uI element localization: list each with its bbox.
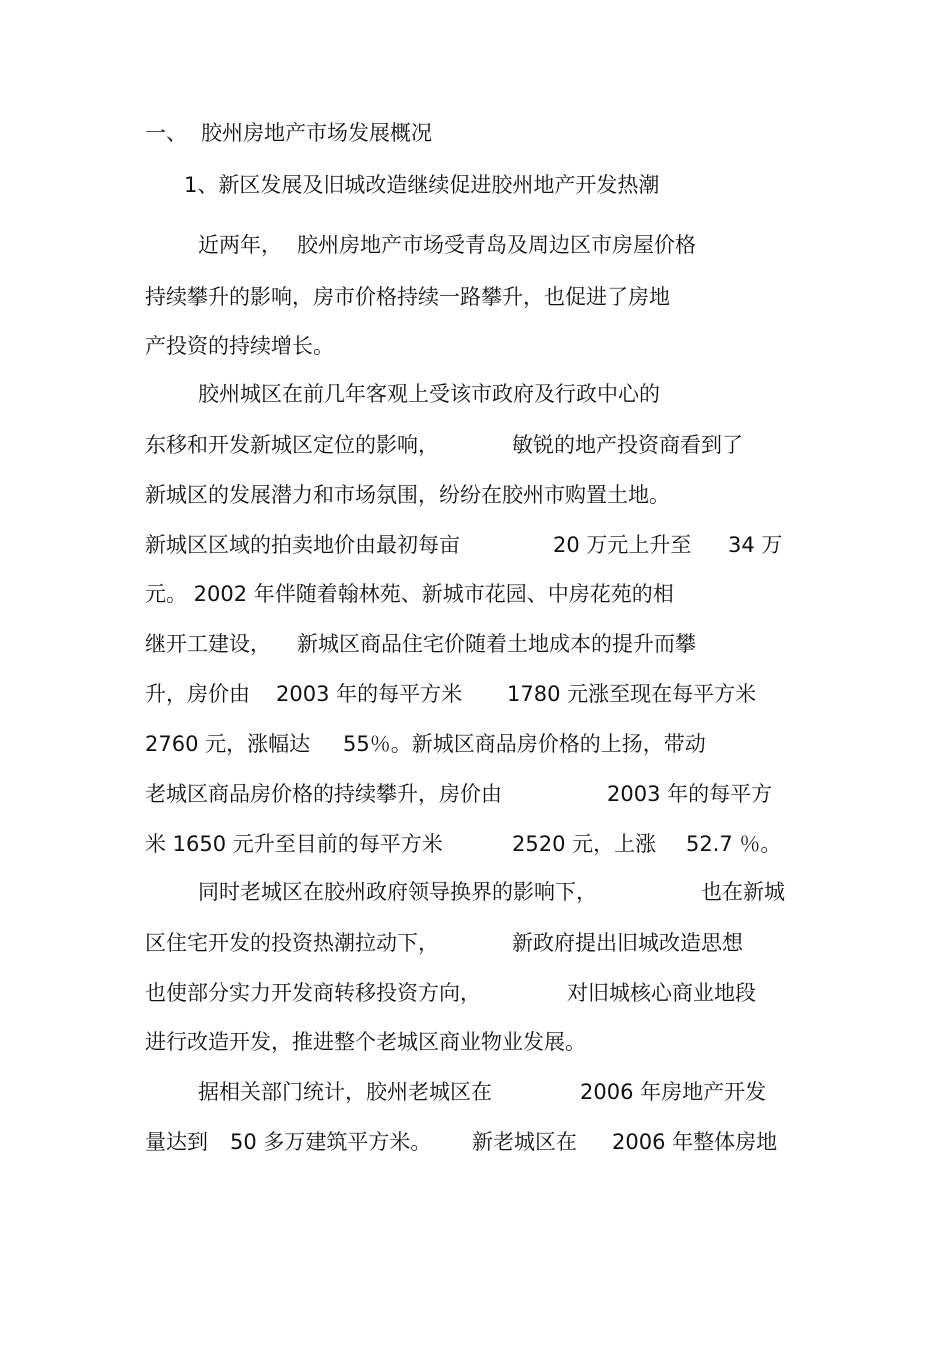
text-segment: 50 多万建筑平方米。 xyxy=(230,1130,432,1154)
paragraph-line xyxy=(0,230,696,260)
subsection-title: 1、新区发展及旧城改造继续促进胶州地产开发热潮 xyxy=(184,173,660,197)
paragraph-line xyxy=(0,779,773,809)
text-segment: 2003 年的每平方米 xyxy=(276,682,463,706)
text-segment: 新城区的发展潜力和市场氛围，纷纷在胶州市购置土地。 xyxy=(145,483,670,507)
paragraph-line xyxy=(0,629,696,659)
paragraph-line xyxy=(0,1077,767,1107)
paragraph-line xyxy=(0,480,670,510)
paragraph-line xyxy=(0,877,785,907)
paragraph-line xyxy=(0,331,334,361)
paragraph-line xyxy=(0,430,743,460)
text-segment: 2760 元，涨幅达 xyxy=(145,732,311,756)
text-segment: 胶州房地产市场受青岛及周边区市房屋价格 xyxy=(297,233,696,257)
paragraph-line xyxy=(0,282,670,312)
text-segment: 近两年， xyxy=(198,233,282,257)
section-number: 一、 xyxy=(145,121,187,145)
text-segment: 同时老城区在胶州政府领导换界的影响下， xyxy=(198,880,597,904)
text-segment: 升，房价由 xyxy=(145,682,250,706)
paragraph-line xyxy=(0,1127,778,1157)
paragraph-line xyxy=(0,829,782,859)
text-segment: 2520 元，上涨 xyxy=(512,832,657,856)
paragraph-line xyxy=(0,928,743,958)
text-segment: 也在新城 xyxy=(701,880,785,904)
paragraph-line xyxy=(0,1027,586,1057)
text-segment: 2006 年房地产开发 xyxy=(580,1080,767,1104)
text-segment: 米 1650 元升至目前的每平方米 xyxy=(145,832,443,856)
text-segment: 据相关部门统计，胶州老城区在 xyxy=(198,1080,492,1104)
text-segment: 2006 年整体房地 xyxy=(612,1130,778,1154)
paragraph-line xyxy=(0,530,783,560)
text-segment: 进行改造开发，推进整个老城区商业物业发展。 xyxy=(145,1030,586,1054)
paragraph-line xyxy=(0,729,706,759)
text-segment: 区住宅开发的投资热潮拉动下， xyxy=(145,931,439,955)
subsection-heading xyxy=(0,170,660,200)
text-segment: 55％。新城区商品房价格的上扬，带动 xyxy=(343,732,706,756)
text-segment: 继开工建设， xyxy=(145,632,271,656)
paragraph-line xyxy=(0,978,756,1008)
text-segment: 东移和开发新城区定位的影响， xyxy=(145,433,439,457)
text-segment: 2003 年的每平方 xyxy=(607,782,773,806)
text-segment: 对旧城核心商业地段 xyxy=(567,981,756,1005)
text-segment: 新城区商品住宅价随着土地成本的提升而攀 xyxy=(297,632,696,656)
text-segment: 产投资的持续增长。 xyxy=(145,334,334,358)
section-heading xyxy=(0,118,432,148)
paragraph-line xyxy=(0,679,757,709)
text-segment: 新老城区在 xyxy=(472,1130,577,1154)
text-segment: 敏锐的地产投资商看到了 xyxy=(512,433,743,457)
text-segment: 胶州城区在前几年客观上受该市政府及行政中心的 xyxy=(198,382,660,406)
text-segment: 新政府提出旧城改造思想 xyxy=(512,931,743,955)
text-segment: 也使部分实力开发商转移投资方向， xyxy=(145,981,481,1005)
text-segment: 元。 2002 年伴随着翰林苑、新城市花园、中房花苑的相 xyxy=(145,582,674,606)
text-segment: 52.7 ％。 xyxy=(686,832,782,856)
text-segment: 老城区商品房价格的持续攀升，房价由 xyxy=(145,782,502,806)
text-segment: 34 万 xyxy=(728,533,783,557)
section-title: 胶州房地产市场发展概况 xyxy=(201,121,432,145)
text-segment: 20 万元上升至 xyxy=(553,533,692,557)
text-segment: 量达到 xyxy=(145,1130,208,1154)
text-segment: 1780 元涨至现在每平方米 xyxy=(507,682,757,706)
paragraph-line xyxy=(0,379,660,409)
paragraph-line xyxy=(0,579,674,609)
text-segment: 持续攀升的影响，房市价格持续一路攀升，也促进了房地 xyxy=(145,285,670,309)
text-segment: 新城区区域的拍卖地价由最初每亩 xyxy=(145,533,460,557)
